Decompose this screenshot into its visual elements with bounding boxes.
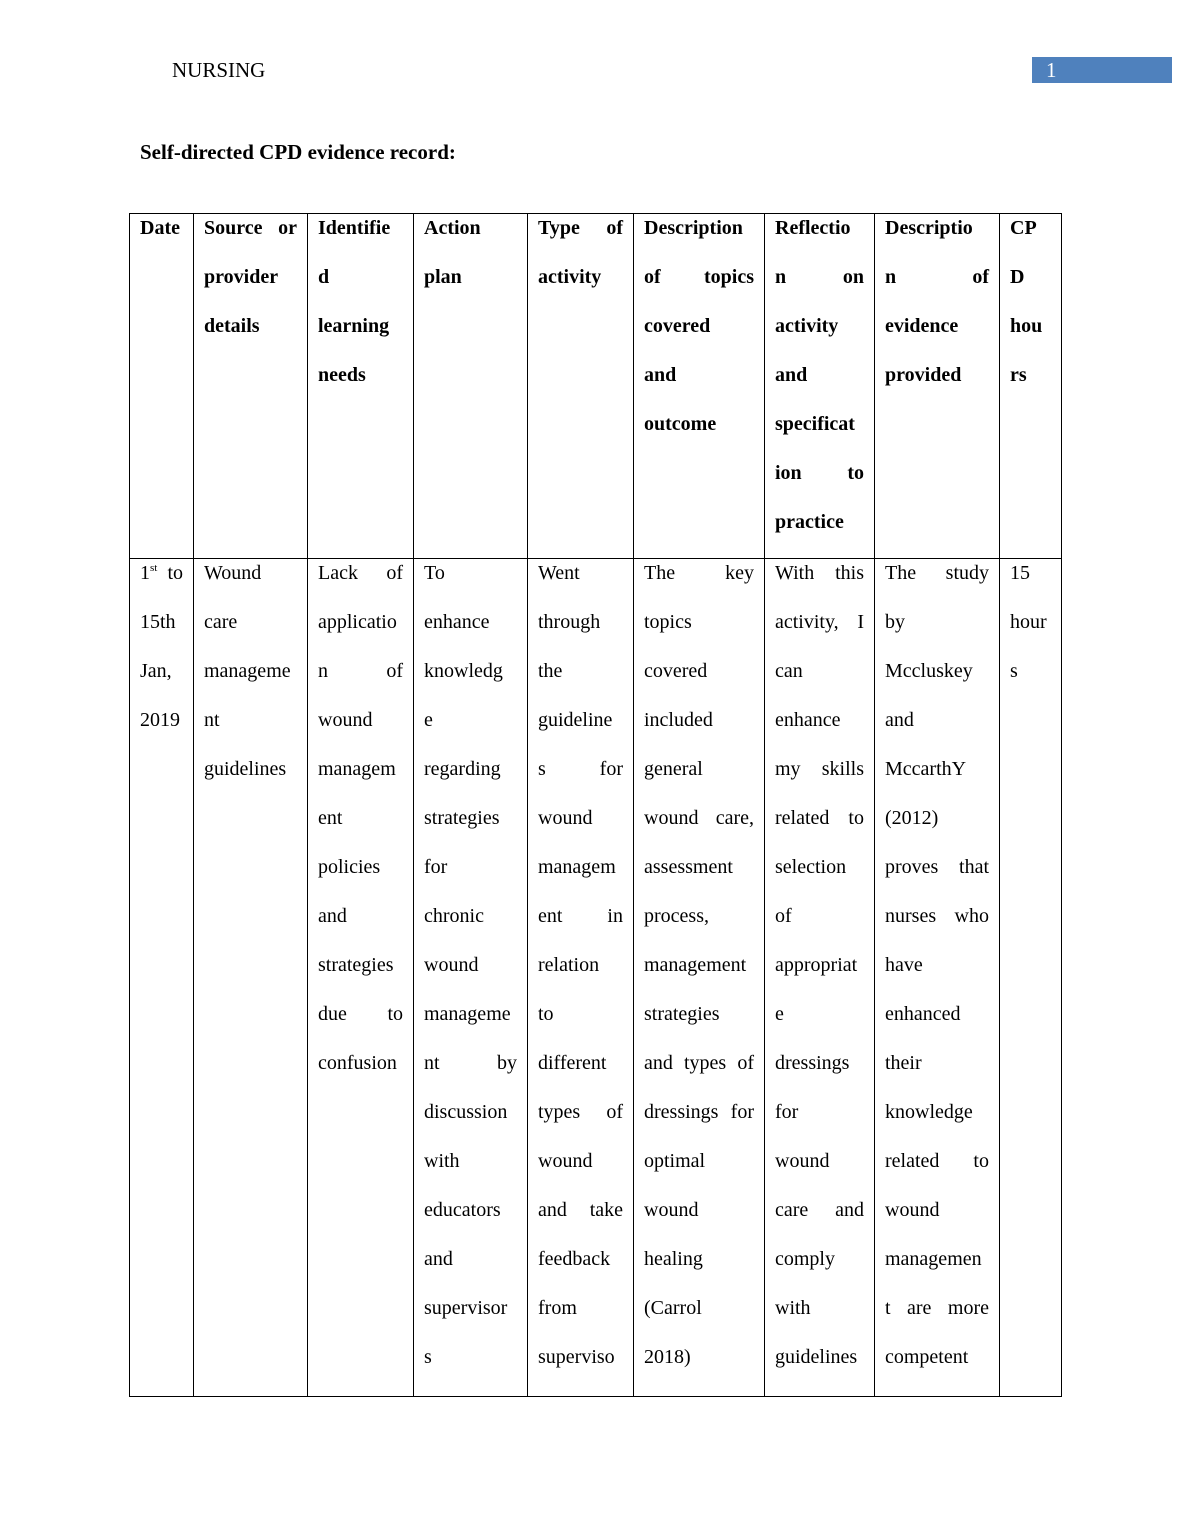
- cell-line: applicatio: [318, 611, 397, 633]
- cell-line: s for: [538, 758, 623, 780]
- cell-line: plan: [424, 266, 462, 288]
- cell-line: topics: [644, 611, 692, 633]
- cell-source: [194, 559, 308, 1397]
- cell-line: enhance: [424, 611, 490, 633]
- cell-line: To: [424, 562, 445, 584]
- cell-activity-type: [528, 559, 634, 1397]
- cell-line: wound: [424, 954, 479, 976]
- cell-line: supervisor: [424, 1297, 508, 1319]
- cell-line: regarding: [424, 758, 501, 780]
- cell-line: hou: [1010, 315, 1043, 337]
- document-title: Self-directed CPD evidence record:: [140, 140, 456, 164]
- cell-line: 2019: [140, 709, 180, 731]
- cell-line: CP: [1010, 217, 1037, 239]
- cell-line: and take: [538, 1199, 623, 1221]
- header-cell-date: [130, 214, 194, 559]
- cell-line: have: [885, 954, 923, 976]
- cell-line: nt: [204, 709, 220, 731]
- cell-line: general: [644, 758, 703, 780]
- cell-line: relation: [538, 954, 600, 976]
- cell-line: dressings for: [644, 1101, 754, 1123]
- cell-line: covered: [644, 315, 711, 337]
- cell-line: The key: [644, 562, 754, 584]
- header-cell-topics-outcome: [634, 214, 765, 559]
- cell-line: my skills: [775, 758, 864, 780]
- cell-line: managemen: [885, 1248, 982, 1270]
- cell-line: Went: [538, 562, 580, 584]
- cell-line: different: [538, 1052, 607, 1074]
- cell-line: comply: [775, 1248, 835, 1270]
- header-cell-cpd-hours: [1000, 214, 1062, 559]
- cell-line: selection: [775, 856, 847, 878]
- cell-line: policies: [318, 856, 381, 878]
- cell-line: wound: [644, 1199, 699, 1221]
- cell-line: Mccluskey: [885, 660, 973, 682]
- cell-line: With this: [775, 562, 864, 584]
- cell-line: to: [538, 1003, 554, 1025]
- cell-line: e: [424, 709, 433, 731]
- cell-line: ent in: [538, 905, 623, 927]
- cell-line: feedback: [538, 1248, 611, 1270]
- cell-line: strategies: [318, 954, 394, 976]
- cell-line: wound care,: [644, 807, 754, 829]
- header-cell-learning-needs: [308, 214, 414, 559]
- cell-line: knowledge: [885, 1101, 973, 1123]
- cell-line: and: [318, 905, 347, 927]
- cell-line: s: [1010, 660, 1018, 682]
- cell-line: included: [644, 709, 713, 731]
- cell-line: and: [424, 1248, 453, 1270]
- cell-line: Lack of: [318, 562, 403, 584]
- cell-line: wound: [318, 709, 373, 731]
- cell-text-sup: st: [150, 562, 158, 574]
- header-cell-evidence: [875, 214, 1000, 559]
- cell-line: Descriptio: [885, 217, 973, 239]
- cell-line: discussion: [424, 1101, 508, 1123]
- cell-line: The study: [885, 562, 989, 584]
- cell-line: specificat: [775, 413, 855, 435]
- cell-line: activity: [538, 266, 602, 288]
- cell-line: managem: [318, 758, 396, 780]
- cell-evidence: [875, 559, 1000, 1397]
- cell-line: competent: [885, 1346, 969, 1368]
- cell-line: t are more: [885, 1297, 989, 1319]
- cell-line: and types of: [644, 1052, 754, 1074]
- header-cell-activity-type: [528, 214, 634, 559]
- cell-line: Identifie: [318, 217, 391, 239]
- cell-line: by: [885, 611, 905, 633]
- cell-line: practice: [775, 511, 844, 533]
- cell-topics-outcome: [634, 559, 765, 1397]
- cell-line: for: [424, 856, 448, 878]
- cell-line: hour: [1010, 611, 1047, 633]
- cell-line: (2012): [885, 807, 939, 829]
- cell-line: of topics: [644, 266, 754, 288]
- cell-line: activity: [775, 315, 839, 337]
- cell-line: proves that: [885, 856, 989, 878]
- cell-line: can: [775, 660, 803, 682]
- cell-line: n of: [885, 266, 989, 288]
- cell-line: nt by: [424, 1052, 517, 1074]
- cell-line: n of: [318, 660, 403, 682]
- cell-line: and: [644, 364, 677, 386]
- cell-line: superviso: [538, 1346, 615, 1368]
- cell-line: activity, I: [775, 611, 864, 633]
- cell-line: from: [538, 1297, 577, 1319]
- cell-line: process,: [644, 905, 709, 927]
- cell-reflection: [765, 559, 875, 1397]
- cell-date: [130, 559, 194, 1397]
- cell-line: MccarthY: [885, 758, 967, 780]
- cell-line: Jan,: [140, 660, 172, 682]
- cell-line: learning: [318, 315, 390, 337]
- cell-line: wound: [538, 1150, 593, 1172]
- cell-line: related to: [775, 807, 864, 829]
- cell-line: care and: [775, 1199, 864, 1221]
- cell-line: outcome: [644, 413, 717, 435]
- cell-line: n on: [775, 266, 864, 288]
- cell-line: management: [644, 954, 747, 976]
- cell-line: and: [885, 709, 914, 731]
- cell-text-main: 1: [140, 562, 150, 584]
- cell-line: Description: [644, 217, 743, 239]
- cell-line: assessment: [644, 856, 733, 878]
- cell-line: types of: [538, 1101, 623, 1123]
- header-cell-action-plan: [414, 214, 528, 559]
- cell-line: care: [204, 611, 238, 633]
- cell-line: ent: [318, 807, 343, 829]
- cell-line: provided: [885, 364, 962, 386]
- cell-line: 15: [1010, 562, 1030, 584]
- cell-line: guideline: [538, 709, 613, 731]
- cell-line: details: [204, 315, 260, 337]
- cell-line: for: [775, 1101, 799, 1123]
- cell-line: Action: [424, 217, 481, 239]
- cell-cpd-hours: [1000, 559, 1062, 1397]
- cell-line: evidence: [885, 315, 959, 337]
- cell-line: of: [775, 905, 792, 927]
- cell-line: appropriat: [775, 954, 858, 976]
- cell-line: wound: [775, 1150, 830, 1172]
- page-number: 1: [1032, 57, 1172, 83]
- cell-line: guidelines: [204, 758, 287, 780]
- cell-line: Reflectio: [775, 217, 851, 239]
- cell-line: optimal: [644, 1150, 706, 1172]
- table-header-row: [130, 214, 1062, 559]
- cell-line: managem: [538, 856, 616, 878]
- cell-line: confusion: [318, 1052, 397, 1074]
- cell-line: manageme: [204, 660, 291, 682]
- cell-line: through: [538, 611, 601, 633]
- cell-line: Source or: [204, 217, 297, 239]
- cell-line: wound: [885, 1199, 940, 1221]
- cell-line: chronic: [424, 905, 484, 927]
- cell-line: D: [1010, 266, 1025, 288]
- cell-line: enhanced: [885, 1003, 961, 1025]
- cell-line: provider: [204, 266, 279, 288]
- cell-line: ion to: [775, 462, 864, 484]
- header-cell-reflection: [765, 214, 875, 559]
- cell-line: educators: [424, 1199, 501, 1221]
- cell-line: covered: [644, 660, 708, 682]
- table-row: [130, 559, 1062, 1397]
- cell-line: guidelines: [775, 1346, 858, 1368]
- cell-line: dressings: [775, 1052, 850, 1074]
- cell-text-rest: to: [157, 562, 183, 584]
- cell-line: strategies: [644, 1003, 720, 1025]
- cell-line: Wound: [204, 562, 262, 584]
- cell-line: e: [775, 1003, 784, 1025]
- cell-learning-needs: [308, 559, 414, 1397]
- cell-line: due to: [318, 1003, 403, 1025]
- cell-line: needs: [318, 364, 366, 386]
- cell-line: 15th: [140, 611, 176, 633]
- cell-line: their: [885, 1052, 922, 1074]
- cell-line: strategies: [424, 807, 500, 829]
- cell-line: the: [538, 660, 563, 682]
- cell-line: [140, 559, 183, 608]
- cell-line: with: [424, 1150, 460, 1172]
- cell-line: s: [424, 1346, 432, 1368]
- cell-line: rs: [1010, 364, 1027, 386]
- cell-line: enhance: [775, 709, 841, 731]
- cell-line: 2018): [644, 1346, 691, 1368]
- cell-line: with: [775, 1297, 811, 1319]
- cell-line: nurses who: [885, 905, 989, 927]
- cell-line: (Carrol: [644, 1297, 702, 1319]
- header-cell-source: [194, 214, 308, 559]
- cell-line: Type of: [538, 217, 623, 239]
- running-header: NURSING: [172, 58, 266, 82]
- cell-line: manageme: [424, 1003, 511, 1025]
- cell-line: related to: [885, 1150, 989, 1172]
- cpd-record-table: [129, 213, 1062, 1397]
- cell-line: wound: [538, 807, 593, 829]
- cell-line: Date: [140, 217, 180, 239]
- cell-line: healing: [644, 1248, 703, 1270]
- cell-line: knowledg: [424, 660, 503, 682]
- cell-line: and: [775, 364, 808, 386]
- cell-line: d: [318, 266, 330, 288]
- cell-action-plan: [414, 559, 528, 1397]
